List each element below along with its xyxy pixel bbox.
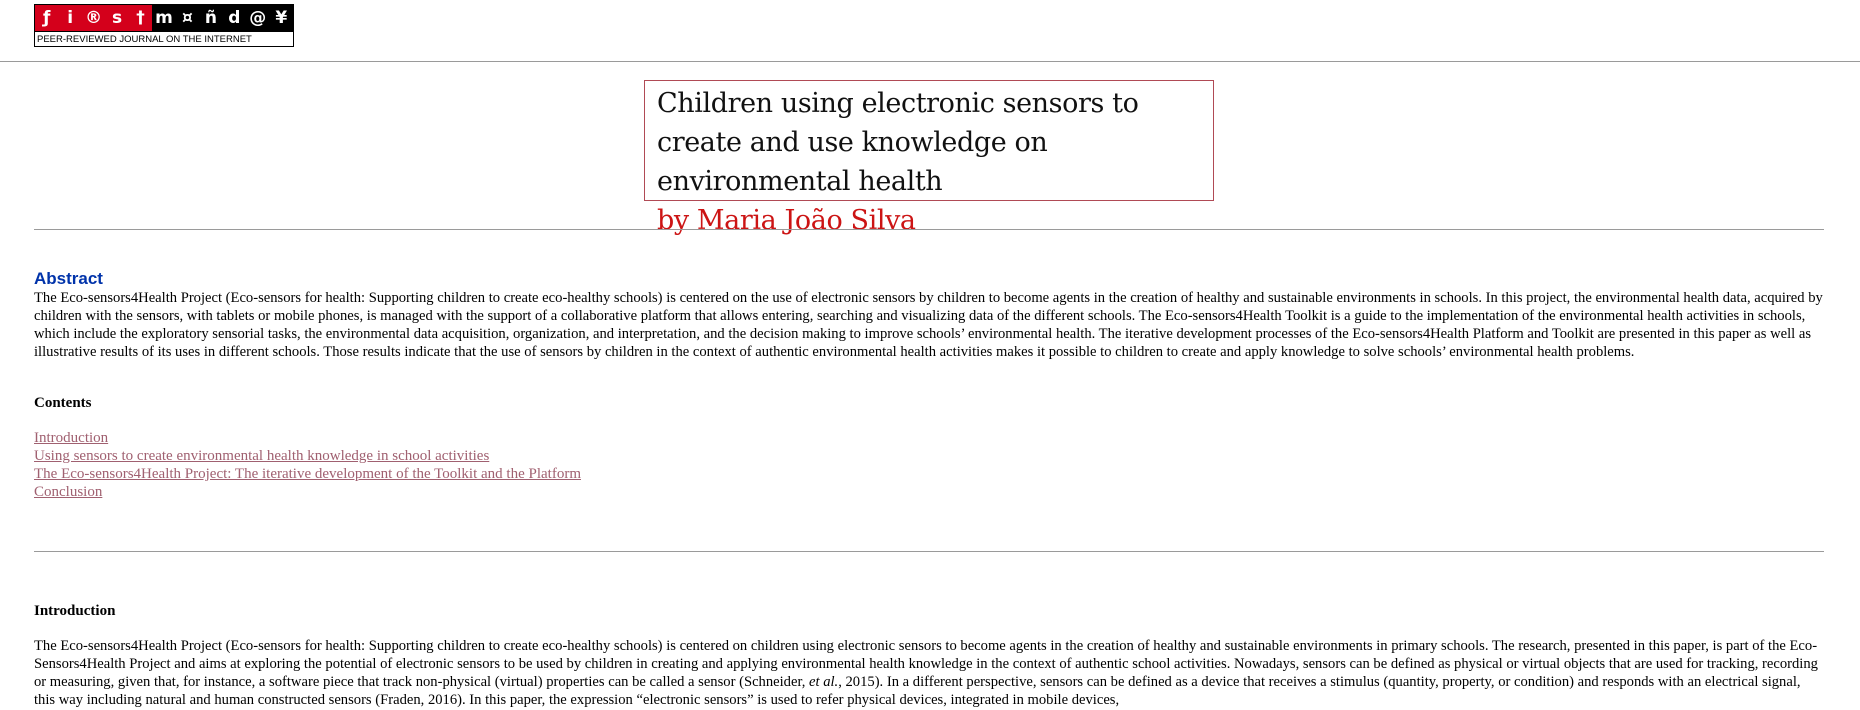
introduction-text <box>34 637 1824 709</box>
logo-tagline: PEER-REVIEWED JOURNAL ON THE INTERNET <box>35 31 293 47</box>
logo-glyph: ¥ <box>270 5 293 31</box>
logo-glyph: † <box>129 5 152 31</box>
logo-glyph: ñ <box>199 5 222 31</box>
toc-link-using-sensors[interactable]: Using sensors to create environmental health knowledge in school activities <box>34 448 490 464</box>
toc-item <box>34 447 581 465</box>
journal-logo[interactable] <box>34 4 294 47</box>
logo-glyph: @ <box>246 5 269 31</box>
contents-divider <box>34 551 1824 552</box>
abstract-heading: Abstract <box>34 269 103 288</box>
intro-text-part2: , 2015). In a different perspective, sensors can be defined as a device that receives a stimulus (quantity, property, or condition) and responds with an electrical signal, this way including natural and human constructed sensors (Fraden, 2016). In this paper, the expression “electronic sensors” is used to refer physical devices, integrated in mobile devices, <box>34 674 1801 708</box>
intro-text-part1: The Eco-sensors4Health Project (Eco-sensors for health: Supporting children to create eco-healthy schools) is centered on children using electronic sensors to become agents in the creation of healthy and sustainable environments in primary schools. The research, presented in this paper, is part of the Eco-Sensors4Health Project and aims at exploring the potential of electronic sensors to be used by children in creating and applying environmental health knowledge in the context of authentic school activities. Nowadays, sensors can be defined as physical or virtual objects that are used for tracking, recording or measuring, given that, for instance, a software piece that track non-physical (virtual) properties can be called a sensor (Schneider, <box>34 638 1818 690</box>
toc-item <box>34 429 581 447</box>
logo-glyph: s <box>105 5 128 31</box>
toc-item <box>34 483 581 501</box>
abstract-text: The Eco-sensors4Health Project (Eco-sensors for health: Supporting children to create eco-healthy schools) is centered on the use of electronic sensors by children to become agents in the creation of healthy and sustainable environments in schools. In this project, the environmental health data, acquired by children with the sensors, with tablets or mobile phones, is managed with the support of a collaborative platform that allows entering, searching and visualizing data of the different schools. The Eco-sensors4Health Toolkit is a guide to the implementation of the environmental health activities in schools, which include the exploratory sensorial tasks, the environmental data acquisition, organization, and interpretation, and the decision making to improve schools’ environmental health. The iterative development processes of the Eco-sensors4Health Platform and Toolkit are presented in this paper as well as illustrative results of its uses in different schools. Those results indicate that the use of sensors by children in the context of authentic environmental health activities makes it possible to children to create and apply knowledge to solve schools’ environmental health problems. <box>34 290 1823 360</box>
toc-item <box>34 465 581 483</box>
toc-link-project-development[interactable]: The Eco-sensors4Health Project: The iterative development of the Toolkit and the Platform <box>34 466 581 482</box>
logo-glyph: i <box>58 5 81 31</box>
logo-glyph: ¤ <box>176 5 199 31</box>
toc-link-introduction[interactable]: Introduction <box>34 430 109 446</box>
toc-link-conclusion[interactable]: Conclusion <box>34 484 103 500</box>
title-box <box>644 80 1214 236</box>
contents-heading: Contents <box>34 395 92 411</box>
site-header <box>0 0 1860 62</box>
introduction-heading: Introduction <box>34 603 116 619</box>
article-title: Children using electronic sensors to create and use knowledge on environmental health <box>657 88 1139 197</box>
title-divider <box>34 229 1824 230</box>
header-divider <box>0 61 1860 62</box>
article-author: by Maria João Silva <box>657 205 916 236</box>
logo-glyph-row <box>35 5 293 31</box>
logo-glyph: ƒ <box>35 5 58 31</box>
logo-glyph: m <box>152 5 175 31</box>
intro-text-italic: et al. <box>809 674 839 690</box>
logo-glyph: ® <box>82 5 105 31</box>
table-of-contents <box>34 429 581 501</box>
logo-glyph: d <box>223 5 246 31</box>
